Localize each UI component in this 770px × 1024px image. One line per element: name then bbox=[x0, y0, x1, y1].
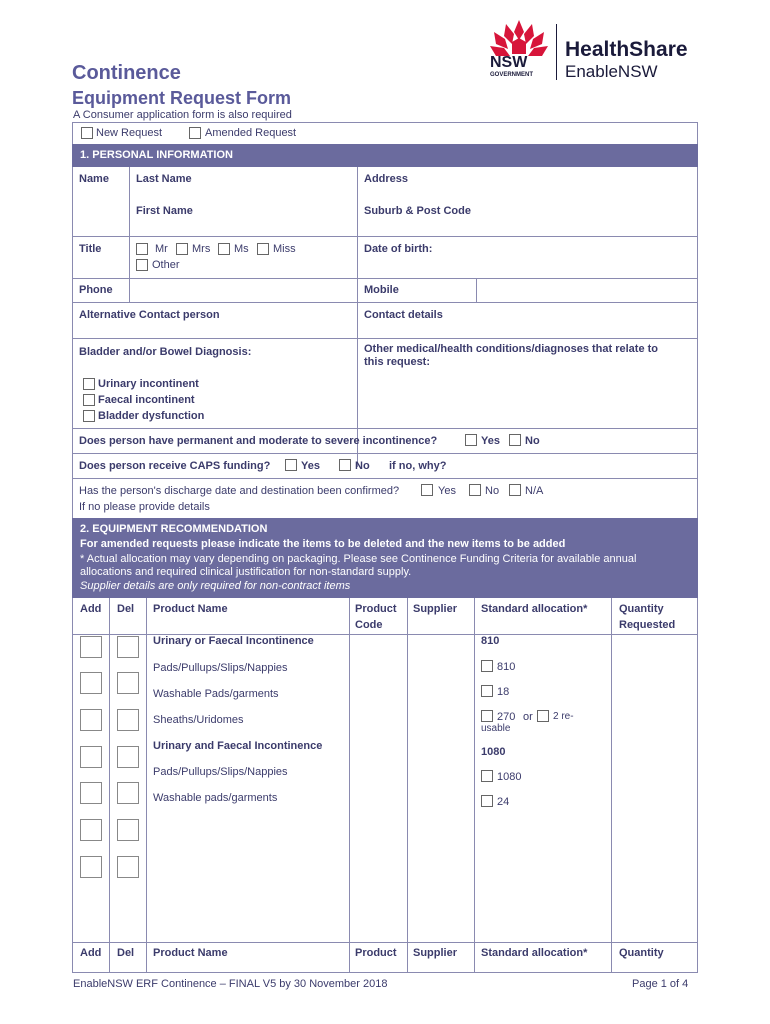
divider bbox=[72, 453, 698, 454]
logo-divider bbox=[556, 24, 557, 80]
section2-amended-note: For amended requests please indicate the items to be deleted and the new items to be added bbox=[80, 538, 566, 550]
last-name-label[interactable]: Last Name bbox=[136, 173, 192, 185]
del-checkbox-7[interactable] bbox=[117, 856, 139, 878]
page-title: Continence bbox=[72, 62, 181, 84]
page-subtitle: Equipment Request Form bbox=[72, 88, 292, 108]
mr-label: Mr bbox=[155, 243, 168, 255]
footer-col-quantity: Quantity bbox=[619, 947, 664, 959]
footer-col-product-code: Product bbox=[355, 947, 397, 959]
enablensw-text: EnableNSW bbox=[565, 62, 658, 81]
mobile-label[interactable]: Mobile bbox=[364, 284, 399, 296]
divider bbox=[357, 167, 358, 467]
col-product-code-1: Product bbox=[355, 603, 397, 615]
contact-details-label[interactable]: Contact details bbox=[364, 309, 443, 321]
bladder-checkbox[interactable] bbox=[83, 410, 95, 422]
bladder-label: Bladder dysfunction bbox=[98, 410, 205, 422]
divider bbox=[349, 598, 350, 972]
other-conditions-label-1[interactable]: Other medical/health conditions/diagnoses that relate to bbox=[364, 343, 658, 355]
divider bbox=[476, 278, 477, 302]
alloc-reusable-label-2: usable bbox=[481, 723, 511, 734]
permanent-no-label: No bbox=[525, 435, 540, 447]
divider bbox=[72, 478, 698, 479]
caps-question: Does person receive CAPS funding? bbox=[79, 460, 271, 472]
divider bbox=[72, 236, 698, 237]
discharge-no-checkbox[interactable] bbox=[469, 484, 481, 496]
section2-allocation-note-2: allocations and required clinical justification for non-standard supply. bbox=[80, 566, 412, 578]
alloc-810-heading: 810 bbox=[481, 635, 500, 647]
diagnosis-label: Bladder and/or Bowel Diagnosis: bbox=[79, 346, 252, 358]
divider bbox=[109, 598, 110, 972]
alloc-reusable-checkbox[interactable] bbox=[537, 710, 549, 722]
other-conditions-label-2: this request: bbox=[364, 356, 431, 368]
divider bbox=[72, 428, 698, 429]
caps-yes-checkbox[interactable] bbox=[285, 459, 297, 471]
amended-request-label: Amended Request bbox=[205, 127, 297, 139]
permanent-yes-label: Yes bbox=[481, 435, 500, 447]
add-checkbox-2[interactable] bbox=[80, 672, 102, 694]
col-add: Add bbox=[80, 603, 102, 615]
del-checkbox-1[interactable] bbox=[117, 636, 139, 658]
phone-label[interactable]: Phone bbox=[79, 284, 113, 296]
alt-contact-label[interactable]: Alternative Contact person bbox=[79, 309, 220, 321]
logo-government-text: GOVERNMENT bbox=[490, 72, 534, 78]
col-del: Del bbox=[117, 603, 135, 615]
add-checkbox-4[interactable] bbox=[80, 746, 102, 768]
alloc-270-label: 270 bbox=[497, 711, 516, 723]
alloc-1080-checkbox[interactable] bbox=[481, 770, 493, 782]
alloc-18-label: 18 bbox=[497, 686, 510, 698]
divider bbox=[146, 598, 147, 972]
section2-title: 2. EQUIPMENT RECOMMENDATION bbox=[80, 523, 268, 535]
mrs-checkbox[interactable] bbox=[176, 243, 188, 255]
del-checkbox-3[interactable] bbox=[117, 709, 139, 731]
section2-allocation-note: * Actual allocation may vary depending on packaging. Please see Continence Funding Criteria for available annual bbox=[80, 553, 637, 565]
alloc-810-checkbox[interactable] bbox=[481, 660, 493, 672]
discharge-yes-checkbox[interactable] bbox=[421, 484, 433, 496]
footer-col-add: Add bbox=[80, 947, 102, 959]
divider bbox=[72, 972, 698, 973]
divider bbox=[72, 942, 698, 943]
new-request-label: New Request bbox=[96, 127, 163, 139]
amended-request-checkbox[interactable] bbox=[189, 127, 201, 139]
discharge-details-label[interactable]: If no please provide details bbox=[79, 501, 210, 513]
consumer-note: A Consumer application form is also required bbox=[73, 109, 292, 121]
section2-supplier-note: Supplier details are only required for non-contract items bbox=[80, 580, 351, 592]
add-checkbox-5[interactable] bbox=[80, 782, 102, 804]
del-checkbox-6[interactable] bbox=[117, 819, 139, 841]
footer-document-id: EnableNSW ERF Continence – FINAL V5 by 30 November 2018 bbox=[73, 978, 388, 990]
divider bbox=[72, 338, 698, 339]
title-label: Title bbox=[79, 243, 102, 255]
miss-checkbox[interactable] bbox=[257, 243, 269, 255]
first-name-label[interactable]: First Name bbox=[136, 205, 193, 217]
ms-label: Ms bbox=[234, 243, 249, 255]
alloc-or-label: or bbox=[523, 711, 533, 723]
divider bbox=[129, 167, 130, 237]
footer-col-del: Del bbox=[117, 947, 135, 959]
add-checkbox-3[interactable] bbox=[80, 709, 102, 731]
add-checkbox-6[interactable] bbox=[80, 819, 102, 841]
alloc-reusable-label: 2 re- bbox=[553, 711, 574, 722]
suburb-label[interactable]: Suburb & Post Code bbox=[364, 205, 471, 217]
address-label[interactable]: Address bbox=[364, 173, 409, 185]
caps-no-label: No bbox=[355, 460, 370, 472]
col-quantity-2: Requested bbox=[619, 619, 676, 631]
item-pads-2: Pads/Pullups/Slips/Nappies bbox=[153, 766, 288, 778]
permanent-question: Does person have permanent and moderate to severe incontinence? bbox=[79, 435, 438, 447]
section1-title: 1. PERSONAL INFORMATION bbox=[80, 149, 233, 161]
divider bbox=[474, 598, 475, 972]
footer-page-number: Page 1 of 4 bbox=[632, 978, 689, 990]
mrs-label: Mrs bbox=[192, 243, 211, 255]
alloc-24-label: 24 bbox=[497, 796, 510, 808]
discharge-yes-label: Yes bbox=[438, 485, 456, 497]
faecal-label: Faecal incontinent bbox=[98, 394, 195, 406]
caps-yes-label: Yes bbox=[301, 460, 320, 472]
col-product-name: Product Name bbox=[153, 603, 228, 615]
dob-label[interactable]: Date of birth: bbox=[364, 243, 433, 255]
other-title-checkbox[interactable] bbox=[136, 259, 148, 271]
discharge-na-checkbox[interactable] bbox=[509, 484, 521, 496]
footer-col-product-name: Product Name bbox=[153, 947, 228, 959]
item-urinary-or-faecal: Urinary or Faecal Incontinence bbox=[153, 635, 314, 647]
other-title-label: Other bbox=[152, 259, 180, 271]
discharge-question: Has the person's discharge date and destination been confirmed? bbox=[79, 485, 400, 497]
alloc-24-checkbox[interactable] bbox=[481, 795, 493, 807]
item-urinary-and-faecal: Urinary and Faecal Incontinence bbox=[153, 740, 323, 752]
alloc-18-checkbox[interactable] bbox=[481, 685, 493, 697]
logo-nsw-text: NSW bbox=[490, 54, 528, 71]
divider bbox=[129, 236, 130, 279]
col-quantity-1: Quantity bbox=[619, 603, 664, 615]
alloc-270-checkbox[interactable] bbox=[481, 710, 493, 722]
footer-col-standard-allocation: Standard allocation* bbox=[481, 947, 588, 959]
ms-checkbox[interactable] bbox=[218, 243, 230, 255]
permanent-no-checkbox[interactable] bbox=[509, 434, 521, 446]
divider bbox=[72, 302, 698, 303]
divider bbox=[407, 598, 408, 972]
caps-if-no-label[interactable]: if no, why? bbox=[389, 460, 447, 472]
alloc-1080-label: 1080 bbox=[497, 771, 522, 783]
del-checkbox-4[interactable] bbox=[117, 746, 139, 768]
del-checkbox-5[interactable] bbox=[117, 782, 139, 804]
col-product-code-2: Code bbox=[355, 619, 383, 631]
urinary-label: Urinary incontinent bbox=[98, 378, 199, 390]
item-sheaths: Sheaths/Uridomes bbox=[153, 714, 244, 726]
section2-banner bbox=[72, 518, 698, 598]
alloc-810-label: 810 bbox=[497, 661, 516, 673]
caps-no-checkbox[interactable] bbox=[339, 459, 351, 471]
miss-label: Miss bbox=[273, 243, 296, 255]
item-pads-1: Pads/Pullups/Slips/Nappies bbox=[153, 662, 288, 674]
divider bbox=[129, 278, 130, 302]
col-standard-allocation: Standard allocation* bbox=[481, 603, 588, 615]
alloc-1080-heading: 1080 bbox=[481, 746, 506, 758]
section1-banner bbox=[72, 144, 698, 167]
discharge-na-label: N/A bbox=[525, 485, 544, 497]
permanent-yes-checkbox[interactable] bbox=[465, 434, 477, 446]
col-supplier: Supplier bbox=[413, 603, 458, 615]
footer-col-supplier: Supplier bbox=[413, 947, 458, 959]
table-top-border bbox=[72, 122, 698, 123]
divider bbox=[611, 598, 612, 972]
mr-checkbox[interactable] bbox=[136, 243, 148, 255]
item-washable-2: Washable pads/garments bbox=[153, 792, 278, 804]
item-washable-1: Washable Pads/garments bbox=[153, 688, 279, 700]
urinary-checkbox[interactable] bbox=[83, 378, 95, 390]
healthshare-text: HealthShare bbox=[565, 38, 688, 61]
del-checkbox-2[interactable] bbox=[117, 672, 139, 694]
new-request-checkbox[interactable] bbox=[81, 127, 93, 139]
add-checkbox-7[interactable] bbox=[80, 856, 102, 878]
add-checkbox-1[interactable] bbox=[80, 636, 102, 658]
divider bbox=[72, 278, 698, 279]
name-label: Name bbox=[79, 173, 109, 185]
faecal-checkbox[interactable] bbox=[83, 394, 95, 406]
discharge-no-label: No bbox=[485, 485, 500, 497]
